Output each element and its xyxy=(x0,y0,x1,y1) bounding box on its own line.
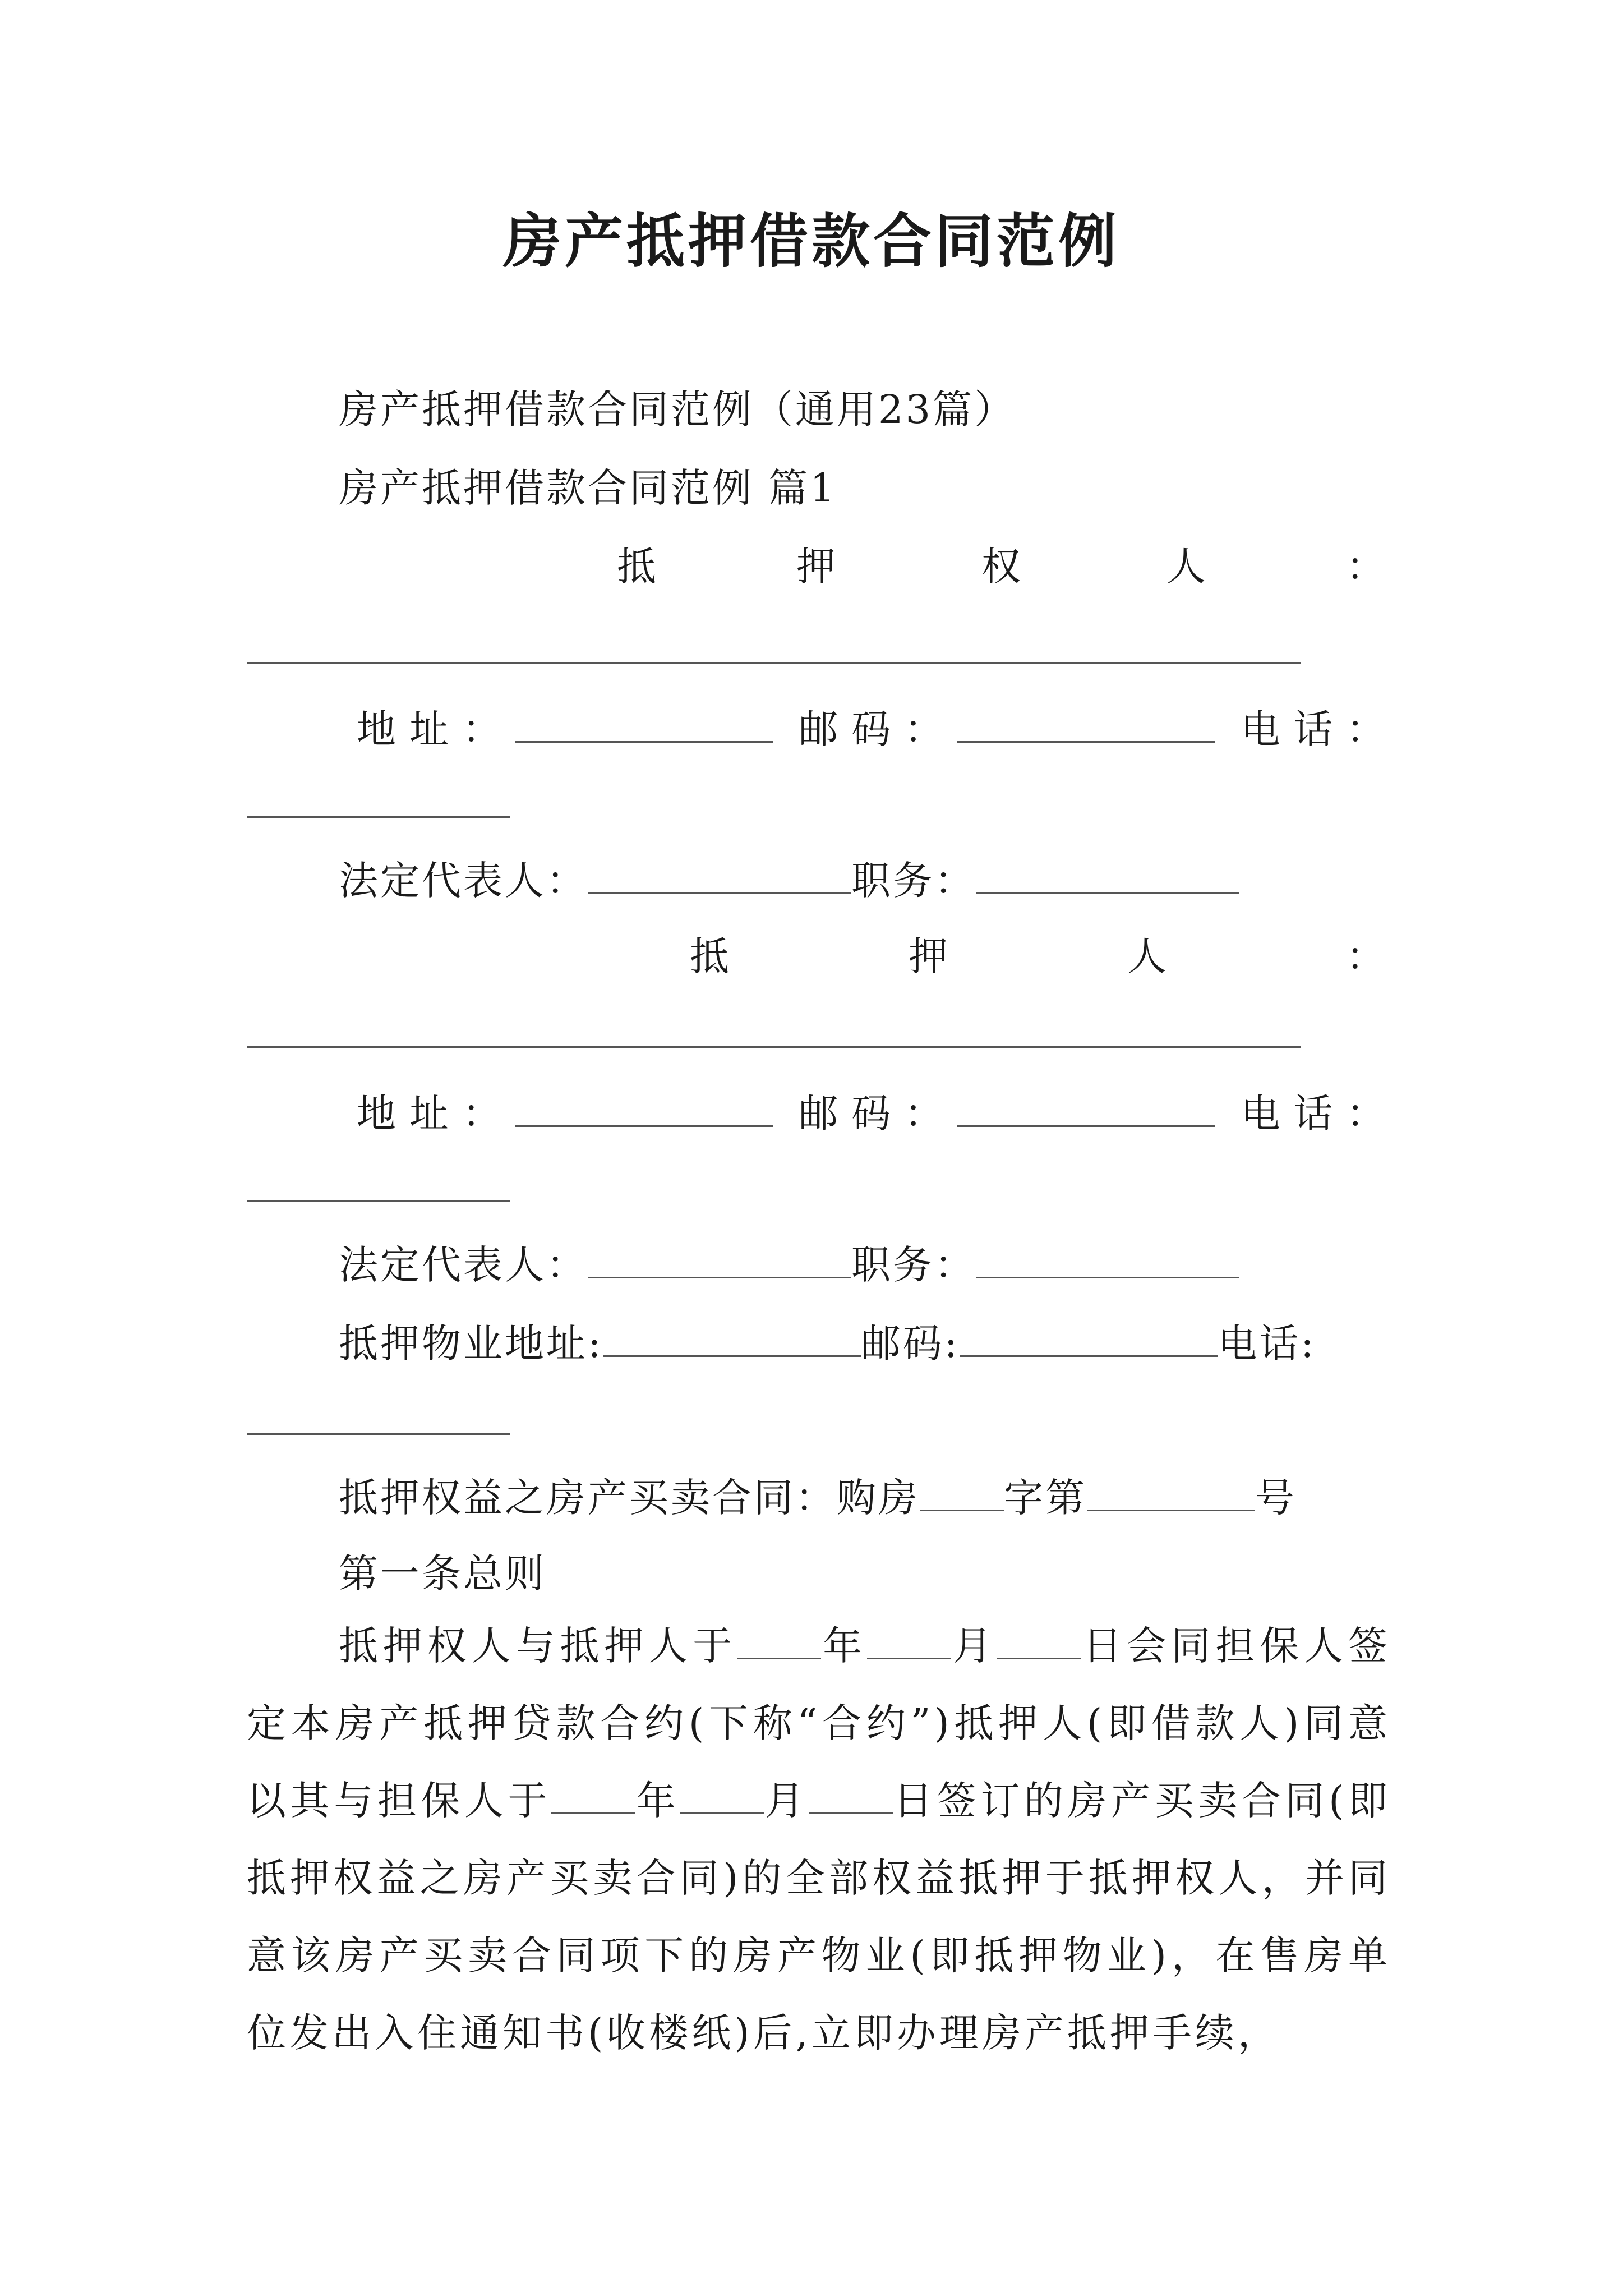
mortgagee-contact-row xyxy=(357,701,1399,757)
phone-blank[interactable] xyxy=(247,816,510,818)
phone-blank[interactable] xyxy=(247,1433,510,1435)
document-title: 房产抵押借款合同范例 xyxy=(502,206,1120,275)
year-blank[interactable] xyxy=(737,1624,821,1659)
property-row xyxy=(339,1315,1316,1372)
property-address-blank[interactable] xyxy=(603,1316,861,1357)
position-blank[interactable] xyxy=(976,853,1239,894)
property-address-label: 抵押物业地址: xyxy=(339,1320,603,1366)
address-blank[interactable] xyxy=(515,1086,773,1127)
contract-letter-blank[interactable] xyxy=(920,1470,1004,1511)
phone-label: 电话： xyxy=(1241,1091,1399,1137)
position-label: 职务： xyxy=(851,1242,976,1288)
postcode-blank[interactable] xyxy=(957,1086,1215,1127)
paragraph-text: 年 xyxy=(635,1778,680,1824)
mortgagee-char: ： xyxy=(1346,544,1385,590)
mortgagor-char: ： xyxy=(1346,933,1385,979)
legal-rep-blank[interactable] xyxy=(588,853,851,894)
postcode-label: 邮码： xyxy=(799,706,957,752)
mortgagor-rep-row xyxy=(339,1237,1239,1293)
legal-rep-blank[interactable] xyxy=(588,1237,851,1278)
section-heading: 房产抵押借款合同范例 篇1 xyxy=(339,465,837,511)
day-blank[interactable] xyxy=(997,1624,1081,1659)
phone-label: 电话: xyxy=(1218,1320,1316,1366)
paragraph-text: 月 xyxy=(951,1623,997,1669)
legal-rep-label: 法定代表人： xyxy=(339,1242,588,1288)
contract-suffix: 号 xyxy=(1255,1475,1297,1521)
mortgagor-contact-row xyxy=(357,1085,1399,1142)
paragraph-text: 日签订的房产买卖合同(即抵押权益之房产买卖合同)的全部权益抵押于抵押权人，并同意该房产买卖合同项下的房产物业(即抵押物业)，在售房单位发出入住通知书(收楼纸)后,立即办理房产抵押手续， xyxy=(247,1778,1391,2056)
mortgagee-rep-row xyxy=(339,853,1239,909)
mortgagee-char: 人 xyxy=(1166,544,1206,590)
contract-number-blank[interactable] xyxy=(1087,1470,1255,1511)
contract-mid: 字第 xyxy=(1004,1475,1087,1521)
contract-prefix: 抵押权益之房产买卖合同：购房 xyxy=(339,1475,920,1521)
mortgagor-char: 押 xyxy=(909,933,948,979)
month-blank[interactable] xyxy=(680,1779,764,1814)
paragraph-text: 月 xyxy=(764,1778,809,1824)
phone-blank[interactable] xyxy=(247,1200,510,1202)
postcode-blank[interactable] xyxy=(957,702,1215,743)
day-blank[interactable] xyxy=(809,1779,893,1814)
mortgagee-char: 抵 xyxy=(617,544,656,590)
address-label: 地址： xyxy=(357,706,515,752)
document-subtitle: 房产抵押借款合同范例（通用23篇） xyxy=(339,386,1016,432)
mortgagee-char: 押 xyxy=(796,544,836,590)
position-label: 职务： xyxy=(851,858,976,904)
mortgagor-name-blank[interactable] xyxy=(247,1046,1301,1048)
address-blank[interactable] xyxy=(515,702,773,743)
legal-rep-label: 法定代表人： xyxy=(339,858,588,904)
mortgagee-char: 权 xyxy=(981,544,1021,590)
paragraph-text: 日会同担保人签定本房产抵押贷款合约(下称“合约”)抵押人(即借款人)同意以其与担保人于 xyxy=(247,1623,1391,1824)
paragraph-text: 年 xyxy=(821,1623,867,1669)
mortgagor-char: 人 xyxy=(1127,933,1166,979)
phone-label: 电话： xyxy=(1241,706,1399,752)
postcode-label: 邮码: xyxy=(861,1320,960,1366)
mortgagor-char: 抵 xyxy=(690,933,729,979)
article-heading: 第一条总则 xyxy=(339,1550,546,1596)
postcode-label: 邮码： xyxy=(799,1091,957,1137)
year-blank[interactable] xyxy=(551,1779,635,1814)
mortgagee-name-blank[interactable] xyxy=(247,662,1301,664)
postcode-blank[interactable] xyxy=(960,1316,1218,1357)
position-blank[interactable] xyxy=(976,1237,1239,1278)
paragraph-text: 抵押权人与抵押人于 xyxy=(339,1623,737,1669)
address-label: 地址： xyxy=(357,1091,515,1137)
mortgagor-label xyxy=(0,928,1623,984)
month-blank[interactable] xyxy=(867,1624,951,1659)
contract-number-row xyxy=(339,1470,1297,1526)
mortgagee-label xyxy=(0,539,1623,595)
article-paragraph xyxy=(247,1607,1391,2072)
